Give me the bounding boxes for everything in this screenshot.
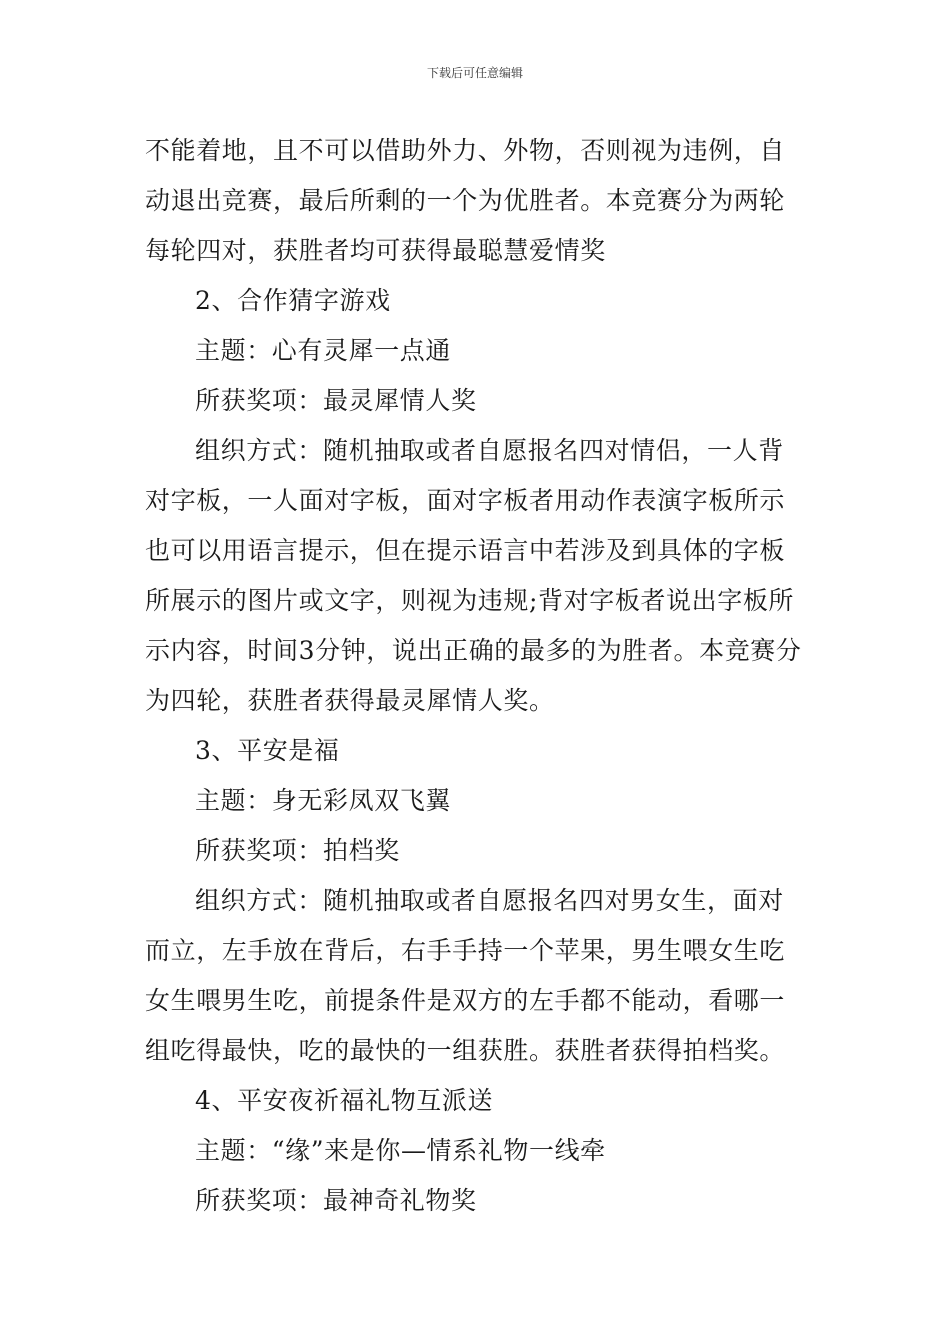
paragraph-line: 对字板，一人面对字板，面对字板者用动作表演字板所示 bbox=[145, 486, 786, 515]
paragraph-line: 也可以用语言提示，但在提示语言中若涉及到具体的字板 bbox=[145, 536, 786, 565]
section-heading: 4、平安夜祈福礼物互派送 bbox=[195, 1086, 494, 1115]
paragraph-line: 女生喂男生吃，前提条件是双方的左手都不能动，看哪一 bbox=[145, 986, 786, 1015]
paragraph-line: 每轮四对，获胜者均可获得最聪慧爱情奖 bbox=[145, 236, 606, 265]
paragraph-line: 组织方式：随机抽取或者自愿报名四对男女生，面对 bbox=[195, 886, 784, 915]
award-line: 所获奖项：拍档奖 bbox=[195, 836, 400, 865]
theme-line: 主题：心有灵犀一点通 bbox=[195, 336, 452, 365]
page-header: 下载后可任意编辑 bbox=[426, 66, 523, 80]
paragraph-line: 而立，左手放在背后，右手手持一个苹果，男生喂女生吃 bbox=[145, 936, 786, 965]
paragraph-line: 所展示的图片或文字，则视为违规;背对字板者说出字板所 bbox=[145, 586, 795, 615]
paragraph-line: 组吃得最快，吃的最快的一组获胜。获胜者获得拍档奖。 bbox=[145, 1036, 786, 1065]
paragraph-line: 组织方式：随机抽取或者自愿报名四对情侣，一人背 bbox=[195, 436, 784, 465]
section-heading: 2、合作猜字游戏 bbox=[195, 286, 391, 315]
paragraph-line: 示内容，时间3分钟，说出正确的最多的为胜者。本竞赛分 bbox=[145, 636, 802, 665]
section-heading: 3、平安是福 bbox=[195, 736, 340, 765]
document-body bbox=[145, 126, 810, 1226]
theme-line: 主题：身无彩凤双飞翼 bbox=[195, 786, 452, 815]
theme-line: 主题：“缘”来是你—情系礼物一线牵 bbox=[195, 1136, 606, 1165]
award-line: 所获奖项：最灵犀情人奖 bbox=[195, 386, 477, 415]
paragraph-line: 不能着地，且不可以借助外力、外物，否则视为违例，自 bbox=[145, 136, 786, 165]
paragraph-line: 动退出竞赛，最后所剩的一个为优胜者。本竞赛分为两轮 bbox=[145, 186, 786, 215]
award-line: 所获奖项：最神奇礼物奖 bbox=[195, 1186, 477, 1215]
paragraph-line: 为四轮，获胜者获得最灵犀情人奖。 bbox=[145, 686, 555, 715]
